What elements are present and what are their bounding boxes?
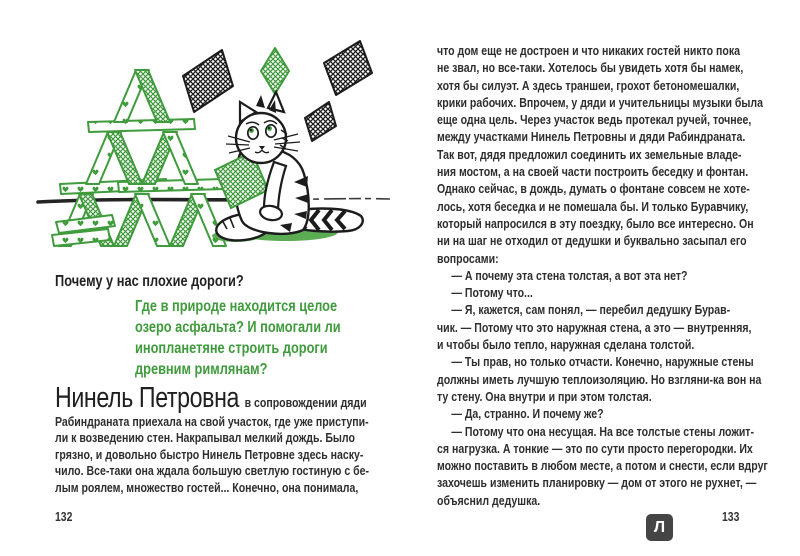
chapter-opening — [55, 382, 399, 415]
card-house-cat-illustration — [28, 14, 400, 262]
right-body-text: что дом еще не достроен и что никаких гостей никто пока не звал, но все-таки. Хотелось бы увидеть хотя бы намек, хотя бы силуэт. А здесь траншеи, грохот бетономешалки, крики рабочих. Впрочем, у дяди и учительницы музыки была еще одна цель. Через участок ведь протекал ручей, точнее, между участками Нинель Петровны и дяди Рабиндраната. Так вот, дядя предложил соединить их земельные владе- ния мостом, а на своей части построить беседку и фонтан. Однако сейчас, в дождь, думать о фонтане совсем не хоте- лось, хотя беседка и не помешала бы. И только Буравчику, который напросился в эту поездку, было все интересно. Он ни на шаг не отходил от дедушки и буквально засыпал его вопросами: — А почему эта стена толстая, а вот эта нет? — Потому что... — Я, кажется, сам понял, — перебил дедушку Бурав- чик. — Потому что это наружная стена, а это — внутренняя, и чтобы было тепло, наружная сделана толстой. — Ты прав, но только отчасти. Конечно, наружные стены должны иметь лучшую теплоизоляцию. Но взгляни-ка вон на ту стену. Она внутри и при этом толстая. — Да, странно. И почему же? — Потому что она несущая. На все толстые стены ложит- ся нагрузка. А тонкие — это по сути просто перегородки. Их можно поставить в любом месте, а потом и снести, если вдруг захочешь изменить планировку — дом от этого не рухнет, — объяснил дедушка. — [437, 43, 768, 508]
flying-card-black-small — [305, 102, 336, 141]
left-body-text: Рабиндраната приехала на свой участок, где уже приступи- ли к возведению стен. Накрапывал мелкий дождь. Было грязно, и довольно быстро Нинель Петровне здесь наску- чило. Все-таки она ждала большую светлую гостиную с бе- лым роялем, множество гостей... Конечно, она понимала, — [55, 414, 370, 495]
page-number-left: 132 — [55, 509, 73, 524]
cat-illustration — [212, 92, 363, 244]
labirint-logo — [646, 514, 673, 541]
chapter-heading: Нинель Петровна — [55, 382, 240, 414]
flying-card-black-right — [324, 41, 372, 95]
question-black: Почему у нас плохие дороги? — [55, 273, 244, 290]
page-number-right: 133 — [722, 509, 740, 524]
chapter-heading-continuation: в сопровождении дяди — [244, 395, 367, 410]
flying-card-green-diamond — [261, 48, 289, 94]
question-green: Где в природе находится целое озеро асфальта? И помогали ли инопланетяне строить дороги древним римлянам? — [135, 298, 341, 378]
flying-card-black-left — [183, 50, 233, 112]
labirint-logo-letter: Л — [653, 518, 666, 536]
cat-head — [236, 113, 286, 163]
